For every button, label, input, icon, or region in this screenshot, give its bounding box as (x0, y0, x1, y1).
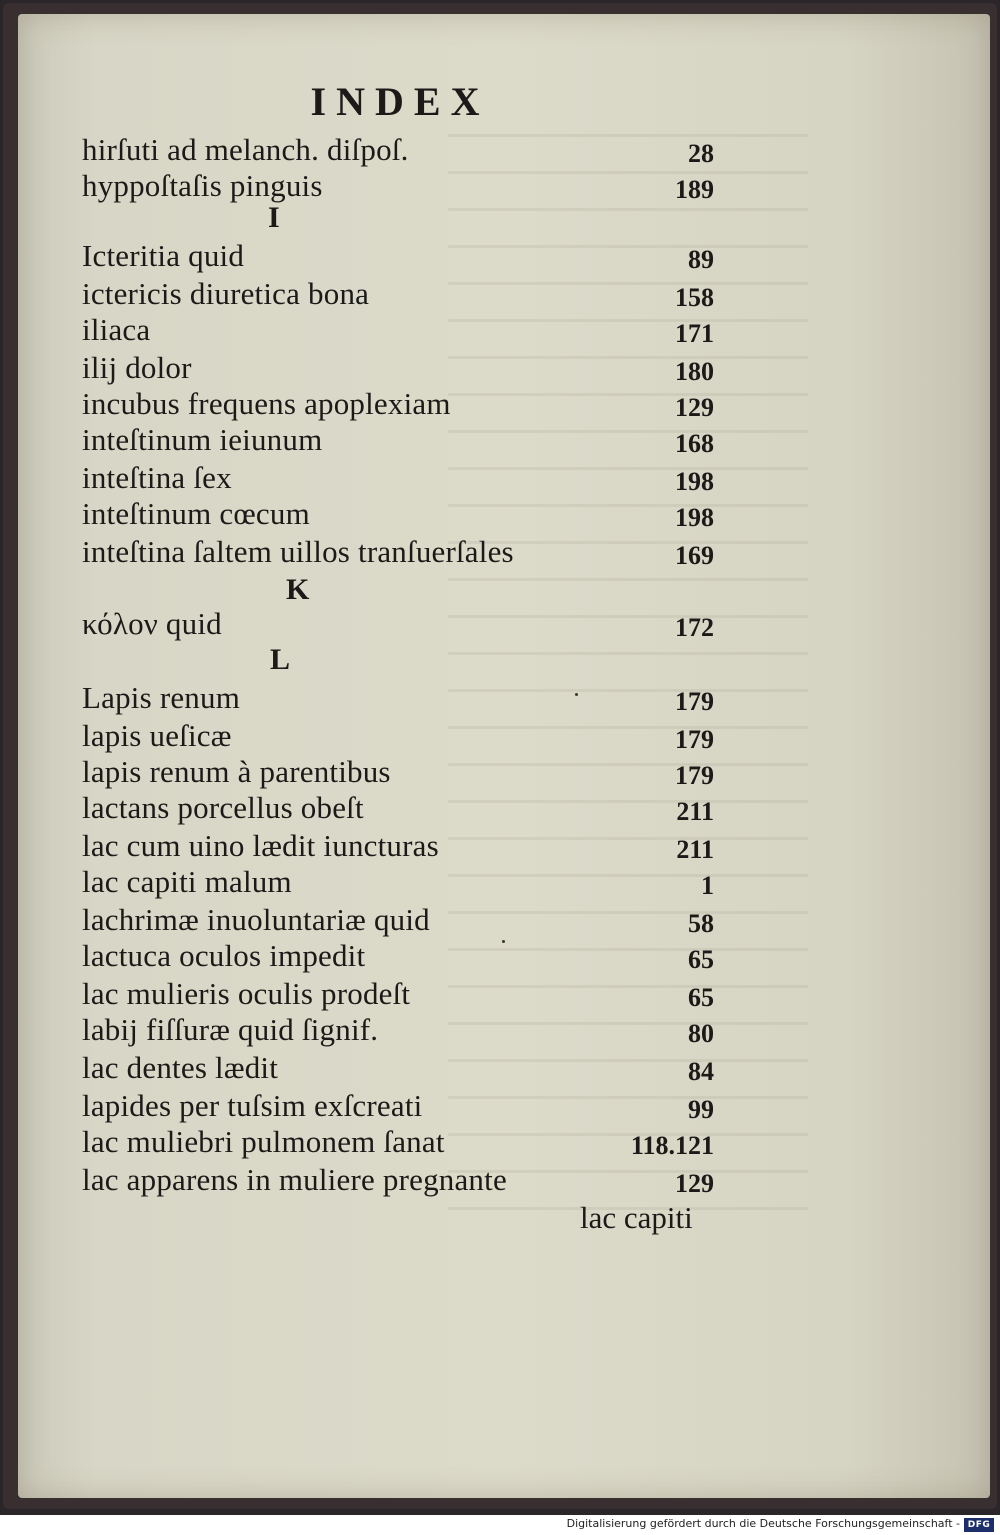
entry-page: 129 (675, 393, 714, 422)
entry-page: 65 (688, 945, 714, 974)
section-letter-k: K (286, 573, 310, 606)
entry-page: 179 (675, 687, 714, 716)
entry-term: lapis renum à parentibus (82, 754, 391, 789)
index-entry (82, 828, 722, 864)
section-letter-i: I (268, 201, 280, 234)
page-heading: INDEX (310, 79, 490, 124)
index-entry (82, 606, 722, 642)
dfg-logo-icon: DFG (964, 1518, 994, 1532)
index-entry (82, 1162, 722, 1198)
entry-page: 211 (676, 835, 714, 864)
entry-page: 58 (688, 909, 714, 938)
entry-page: 169 (675, 541, 714, 570)
entry-term: lactuca oculos impedit (82, 938, 366, 973)
entry-term: lac cum uino lædit iuncturas (82, 828, 439, 863)
entry-page: 65 (688, 983, 714, 1012)
entry-term: lachrimæ inuoluntariæ quid (82, 902, 430, 937)
index-entry (82, 718, 722, 754)
index-entry (82, 754, 722, 790)
index-entry (82, 680, 722, 716)
index-entry (82, 132, 722, 168)
entry-term: inteſtinum ieiunum (82, 422, 323, 457)
entry-term: lapis ueſicæ (82, 718, 232, 753)
entry-page: 84 (688, 1057, 714, 1086)
index-entry (82, 864, 722, 900)
ink-speck (502, 940, 505, 943)
entry-term: hirſuti ad melanch. diſpoſ. (82, 132, 409, 167)
index-entry (82, 1050, 722, 1086)
entry-term: inteſtina ſaltem uillos tranſuerſales (82, 534, 514, 569)
entry-page: 158 (675, 283, 714, 312)
index-entry (82, 422, 722, 458)
index-entry (82, 902, 722, 938)
index-entry (82, 312, 722, 348)
entry-page: 189 (675, 175, 714, 204)
index-entry (82, 534, 722, 570)
entry-term: incubus frequens apoplexiam (82, 386, 451, 421)
entry-term: inteſtina ſex (82, 460, 232, 495)
entry-term: inteſtinum cœcum (82, 496, 310, 531)
entry-term: lactans porcellus obeſt (82, 790, 364, 825)
index-entry (82, 496, 722, 532)
entry-term: Lapis renum (82, 680, 241, 715)
entry-page: 179 (675, 761, 714, 790)
section-letter-l: L (270, 643, 291, 676)
entry-page: 99 (688, 1095, 714, 1124)
entry-term: ictericis diuretica bona (82, 276, 370, 311)
entry-term: iliaca (82, 312, 151, 347)
entry-page: 180 (675, 357, 714, 386)
entry-term: labij fiſſuræ quid ſignif. (82, 1012, 379, 1047)
entry-page: 28 (688, 139, 714, 168)
entry-page: 172 (675, 613, 714, 642)
catchword: lac capiti (580, 1200, 693, 1235)
entry-page: 198 (675, 503, 714, 532)
entry-term: ilij dolor (82, 350, 192, 385)
index-entry (82, 790, 722, 826)
entry-page: 118.121 (630, 1131, 714, 1160)
entry-page: 179 (675, 725, 714, 754)
index-entry (82, 276, 722, 312)
entry-term: lac muliebri pulmonem ſanat (82, 1124, 445, 1159)
index-entry (82, 1012, 722, 1048)
entry-page: 80 (688, 1019, 714, 1048)
entry-term: lac mulieris oculis prodeſt (82, 976, 411, 1011)
index-entry (82, 386, 722, 422)
entry-term: lac dentes lædit (82, 1050, 279, 1085)
entry-page: 171 (675, 319, 714, 348)
entry-term: lapides per tuſsim exſcreati (82, 1088, 423, 1123)
entry-term: lac apparens in muliere pregnante (82, 1162, 507, 1197)
entry-page: 1 (701, 871, 714, 900)
entry-term: hyppoſtaſis pinguis (82, 168, 323, 203)
index-entry (82, 1124, 722, 1160)
entry-term: lac capiti malum (82, 864, 292, 899)
index-entry (82, 976, 722, 1012)
digitization-footer (0, 1515, 1000, 1535)
entry-page: 129 (675, 1169, 714, 1198)
entry-term: Icteritia quid (82, 238, 245, 273)
ink-speck (575, 693, 578, 696)
index-entry (82, 238, 722, 274)
index-entry (82, 168, 722, 204)
index-entry (82, 460, 722, 496)
entry-term: κόλον quid (82, 606, 222, 641)
entry-page: 168 (675, 429, 714, 458)
entry-page: 89 (688, 245, 714, 274)
index-entry (82, 938, 722, 974)
entry-page: 198 (675, 467, 714, 496)
entry-page: 211 (676, 797, 714, 826)
index-entry (82, 350, 722, 386)
index-entry (82, 1088, 722, 1124)
funding-credit: Digitalisierung gefördert durch die Deutsche Forschungsgemeinschaft - (566, 1517, 960, 1530)
